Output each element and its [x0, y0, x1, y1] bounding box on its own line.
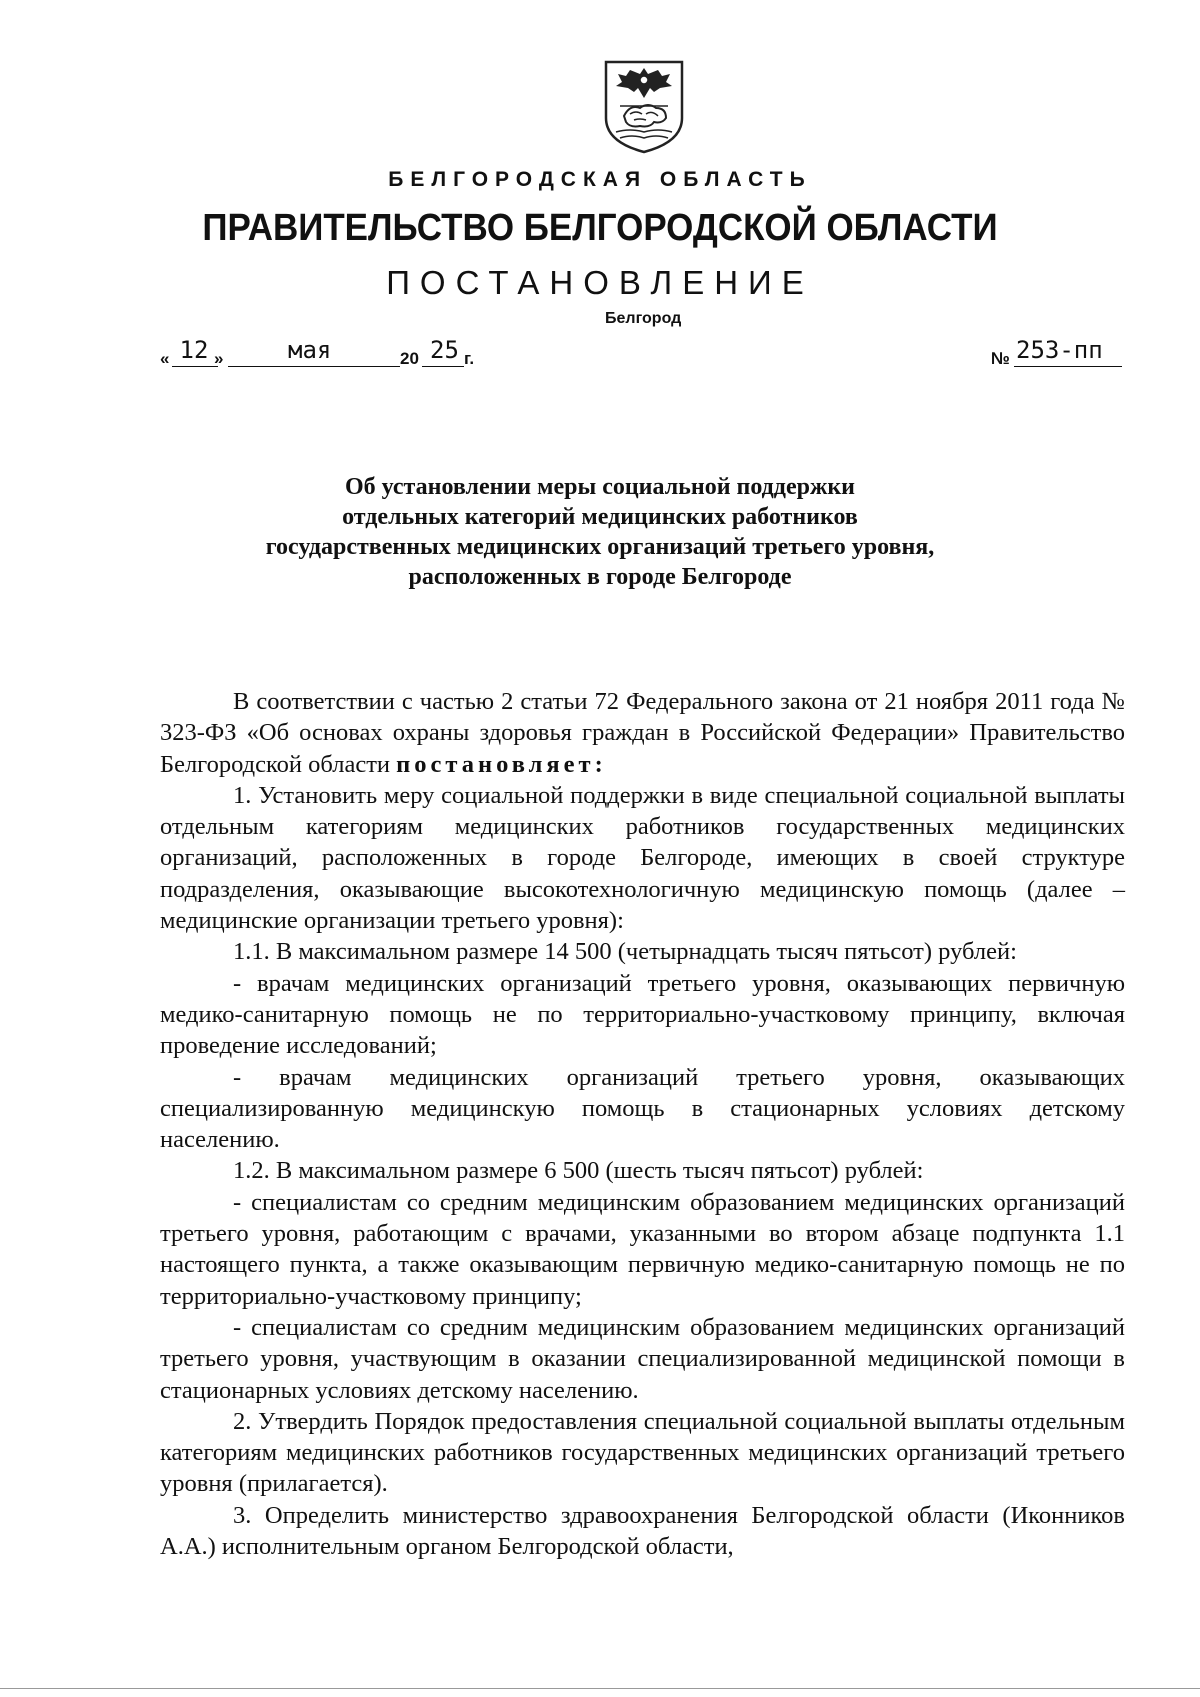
body-paragraph: 1. Установить меру социальной поддержки в виде специальной социальной выплаты отдельным категориям медицинских работников государственных медицинских организаций, расположенных в городе Белгороде, имеющих в своей структуре подразделения, оказывающие высокотехнологичную медицинскую помощь (далее – медицинские организации третьего уровня): [160, 781, 1125, 935]
title-line: государственных медицинских организаций третьего уровня, [265, 534, 935, 560]
preamble-text: В соответствии с частью 2 статьи 72 Федерального закона от 21 ноября 2011 года № 323-ФЗ «Об основах охраны здоровья граждан в Российской Федерации» Правительство Белгородской области [160, 688, 1125, 778]
number-underline [1014, 366, 1122, 367]
date-open-quote: « [160, 349, 170, 368]
title-line: расположенных в городе Белгороде [408, 564, 792, 590]
body-paragraph: - врачам медицинских организаций третьего уровня, оказывающих специализированную медицинскую помощь в стационарных условиях детскому населению. [160, 1063, 1125, 1154]
date-number-line [160, 336, 1120, 370]
number-sign: № [991, 349, 1010, 368]
city-label: Белгород [605, 310, 682, 327]
date-year-suffix: г. [464, 349, 475, 368]
date-century: 20 [400, 349, 419, 368]
coat-of-arms-icon [600, 58, 688, 154]
document-title [180, 472, 1020, 592]
preamble-paragraph [160, 686, 1125, 780]
day-underline [172, 366, 218, 367]
date-year: 25 [430, 336, 459, 364]
government-heading: ПРАВИТЕЛЬСТВО БЕЛГОРОДСКОЙ ОБЛАСТИ [202, 207, 998, 249]
title-line: Об установлении меры социальной поддержки [344, 474, 856, 500]
resolves-keyword: постановляет: [396, 750, 607, 778]
document-type-heading: ПОСТАНОВЛЕНИЕ [386, 264, 814, 301]
date-month: мая [288, 336, 332, 364]
date-close-quote: » [214, 349, 224, 368]
document-body [160, 686, 1125, 1562]
body-paragraph: 2. Утвердить Порядок предоставления специальной социальной выплаты отдельным категориям медицинских работников государственных медицинских организаций третьего уровня (прилагается). [160, 1407, 1125, 1498]
document-number: 253-пп [1016, 336, 1103, 364]
body-paragraph: 1.1. В максимальном размере 14 500 (четырнадцать тысяч пятьсот) рублей: [233, 938, 1017, 966]
body-paragraph: - врачам медицинских организаций третьего уровня, оказывающих первичную медико-санитарную помощь не по территориально-участковому принципу, включая проведение исследований; [160, 969, 1125, 1060]
body-paragraph: 1.2. В максимальном размере 6 500 (шесть тысяч пятьсот) рублей: [233, 1157, 924, 1185]
region-heading: БЕЛГОРОДСКАЯ ОБЛАСТЬ [388, 168, 812, 191]
scan-edge-line [0, 1688, 1200, 1689]
title-line: отдельных категорий медицинских работников [342, 504, 858, 530]
body-paragraph: - специалистам со средним медицинским образованием медицинских организаций третьего уровня, участвующим в оказании специализированной медицинской помощи в стационарных условиях детскому населению. [160, 1313, 1125, 1404]
date-day: 12 [179, 336, 209, 364]
year-underline [422, 366, 464, 367]
body-paragraph: - специалистам со средним медицинским образованием медицинских организаций третьего уровня, работающим с врачами, указанными во втором абзаце подпункта 1.1 настоящего пункта, а также оказывающим первичную медико-санитарную помощь не по территориально-участковому принципу; [160, 1188, 1125, 1310]
body-paragraph: 3. Определить министерство здравоохранения Белгородской области (Иконников А.А.) исполнительным органом Белгородской области, [160, 1501, 1125, 1561]
month-underline [228, 366, 400, 367]
